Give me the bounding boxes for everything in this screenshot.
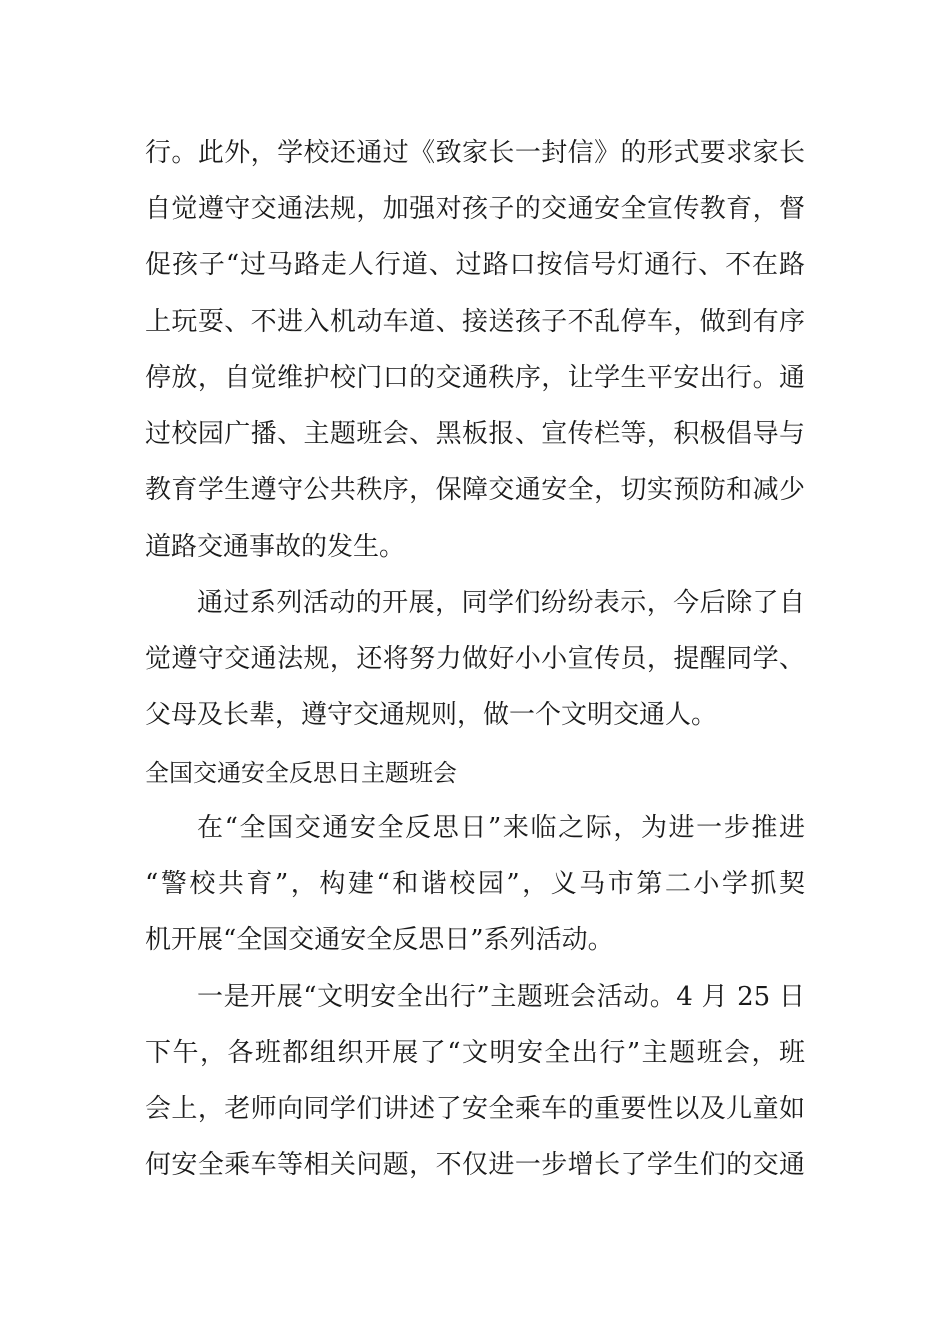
paragraph-line: 何安全乘车等相关问题，不仅进一步增长了学生们的交通 bbox=[145, 1150, 805, 1180]
paragraph-line: 自觉遵守交通法规，加强对孩子的交通安全宣传教育，督 bbox=[145, 194, 805, 224]
paragraph-line: 教育学生遵守公共秩序，保障交通安全，切实预防和减少 bbox=[145, 475, 805, 505]
paragraph-line: 会上，老师向同学们讲述了安全乘车的重要性以及儿童如 bbox=[145, 1094, 805, 1124]
paragraph-line: 通过系列活动的开展，同学们纷纷表示，今后除了自 bbox=[197, 588, 805, 618]
paragraph-line: 父母及长辈，遵守交通规则，做一个文明交通人。 bbox=[145, 700, 718, 730]
paragraph-line: 停放，自觉维护校门口的交通秩序，让学生平安出行。通 bbox=[145, 363, 805, 393]
paragraph-line: 下午，各班都组织开展了“文明安全出行”主题班会，班 bbox=[145, 1038, 805, 1068]
section-title: 全国交通安全反思日主题班会 bbox=[145, 759, 457, 787]
paragraph-line: 行。此外，学校还通过《致家长一封信》的形式要求家长 bbox=[145, 138, 805, 168]
paragraph-line: 觉遵守交通法规，还将努力做好小小宣传员，提醒同学、 bbox=[145, 644, 805, 674]
paragraph-line: 在“全国交通安全反思日”来临之际，为进一步推进 bbox=[197, 813, 805, 843]
paragraph-line: 促孩子“过马路走人行道、过路口按信号灯通行、不在路 bbox=[145, 250, 805, 280]
paragraph-line: 一是开展“文明安全出行”主题班会活动。4 月 25 日 bbox=[197, 982, 805, 1012]
paragraph-line: 道路交通事故的发生。 bbox=[145, 532, 406, 562]
paragraph-line: 机开展“全国交通安全反思日”系列活动。 bbox=[145, 925, 614, 955]
paragraph-line: “警校共育”，构建“和谐校园”，义马市第二小学抓契 bbox=[145, 869, 805, 899]
paragraph-line: 上玩耍、不进入机动车道、接送孩子不乱停车，做到有序 bbox=[145, 307, 805, 337]
paragraph-line: 过校园广播、主题班会、黑板报、宣传栏等，积极倡导与 bbox=[145, 419, 805, 449]
